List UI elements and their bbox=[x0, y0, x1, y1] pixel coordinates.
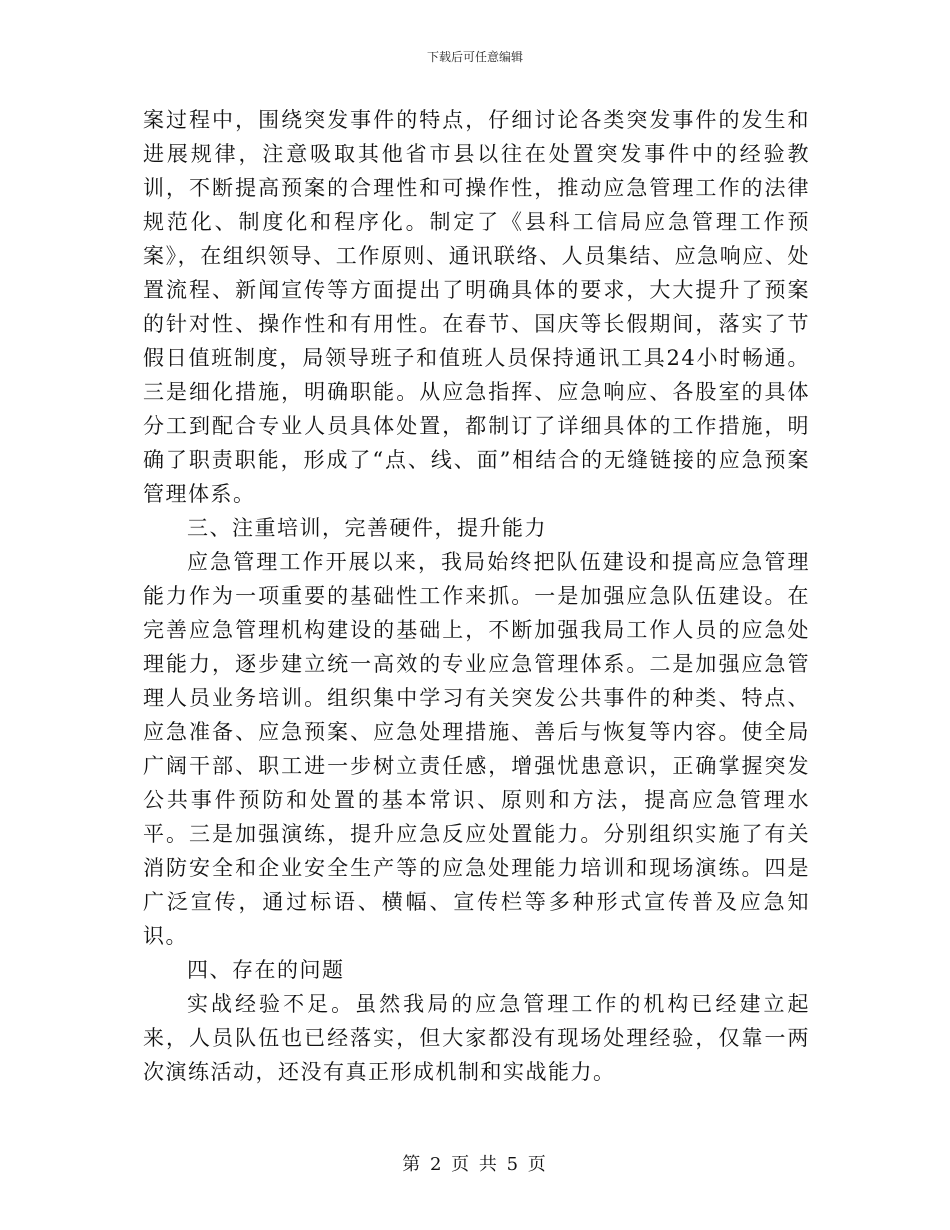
page-number: 第 2 页 共 5 页 bbox=[402, 1154, 548, 1175]
paragraph-continuation: 案过程中，围绕突发事件的特点，仔细讨论各类突发事件的发生和进展规律，注意吸取其他省市县以往在处置突发事件中的经验教训，不断提高预案的合理性和可操作性，推动应急管理工作的法律规范化、制度化和程序化。制定了《县科工信局应急管理工作预案》，在组织领导、工作原则、通讯联络、人员集结、应急响应、处置流程、新闻宣传等方面提出了明确具体的要求，大大提升了预案的针对性、操作性和有用性。在春节、国庆等长假期间，落实了节假日值班制度，局领导班子和值班人员保持通讯工具24小时畅通。三是细化措施，明确职能。从应急指挥、应急响应、各股室的具体分工到配合专业人员具体处置，都制订了详细具体的工作措施，明确了职责职能，形成了“点、线、面”相结合的无缝链接的应急预案管理体系。 bbox=[143, 108, 810, 506]
page-header: 下载后可任意编辑 bbox=[426, 50, 523, 64]
section-heading-4: 四、存在的问题 bbox=[187, 958, 345, 982]
section-heading-3: 三、注重培训，完善硬件，提升能力 bbox=[187, 516, 547, 540]
document-body bbox=[143, 103, 810, 1089]
paragraph-training: 应急管理工作开展以来，我局始终把队伍建设和提高应急管理能力作为一项重要的基础性工作来抓。一是加强应急队伍建设。在完善应急管理机构建设的基础上，不断加强我局工作人员的应急处理能力，逐步建立统一高效的专业应急管理体系。二是加强应急管理人员业务培训。组织集中学习有关突发公共事件的种类、特点、应急准备、应急预案、应急处理措施、善后与恢复等内容。使全局广阔干部、职工进一步树立责任感，增强忧患意识，正确掌握突发公共事件预防和处置的基本常识、原则和方法，提高应急管理水平。三是加强演练，提升应急反应处置能力。分别组织实施了有关消防安全和企业安全生产等的应急处理能力培训和现场演练。四是广泛宣传，通过标语、横幅、宣传栏等多种形式宣传普及应急知识。 bbox=[143, 550, 810, 948]
paragraph-problems: 实战经验不足。虽然我局的应急管理工作的机构已经建立起来，人员队伍也已经落实，但大家都没有现场处理经验，仅靠一两次演练活动，还没有真正形成机制和实战能力。 bbox=[143, 992, 810, 1084]
